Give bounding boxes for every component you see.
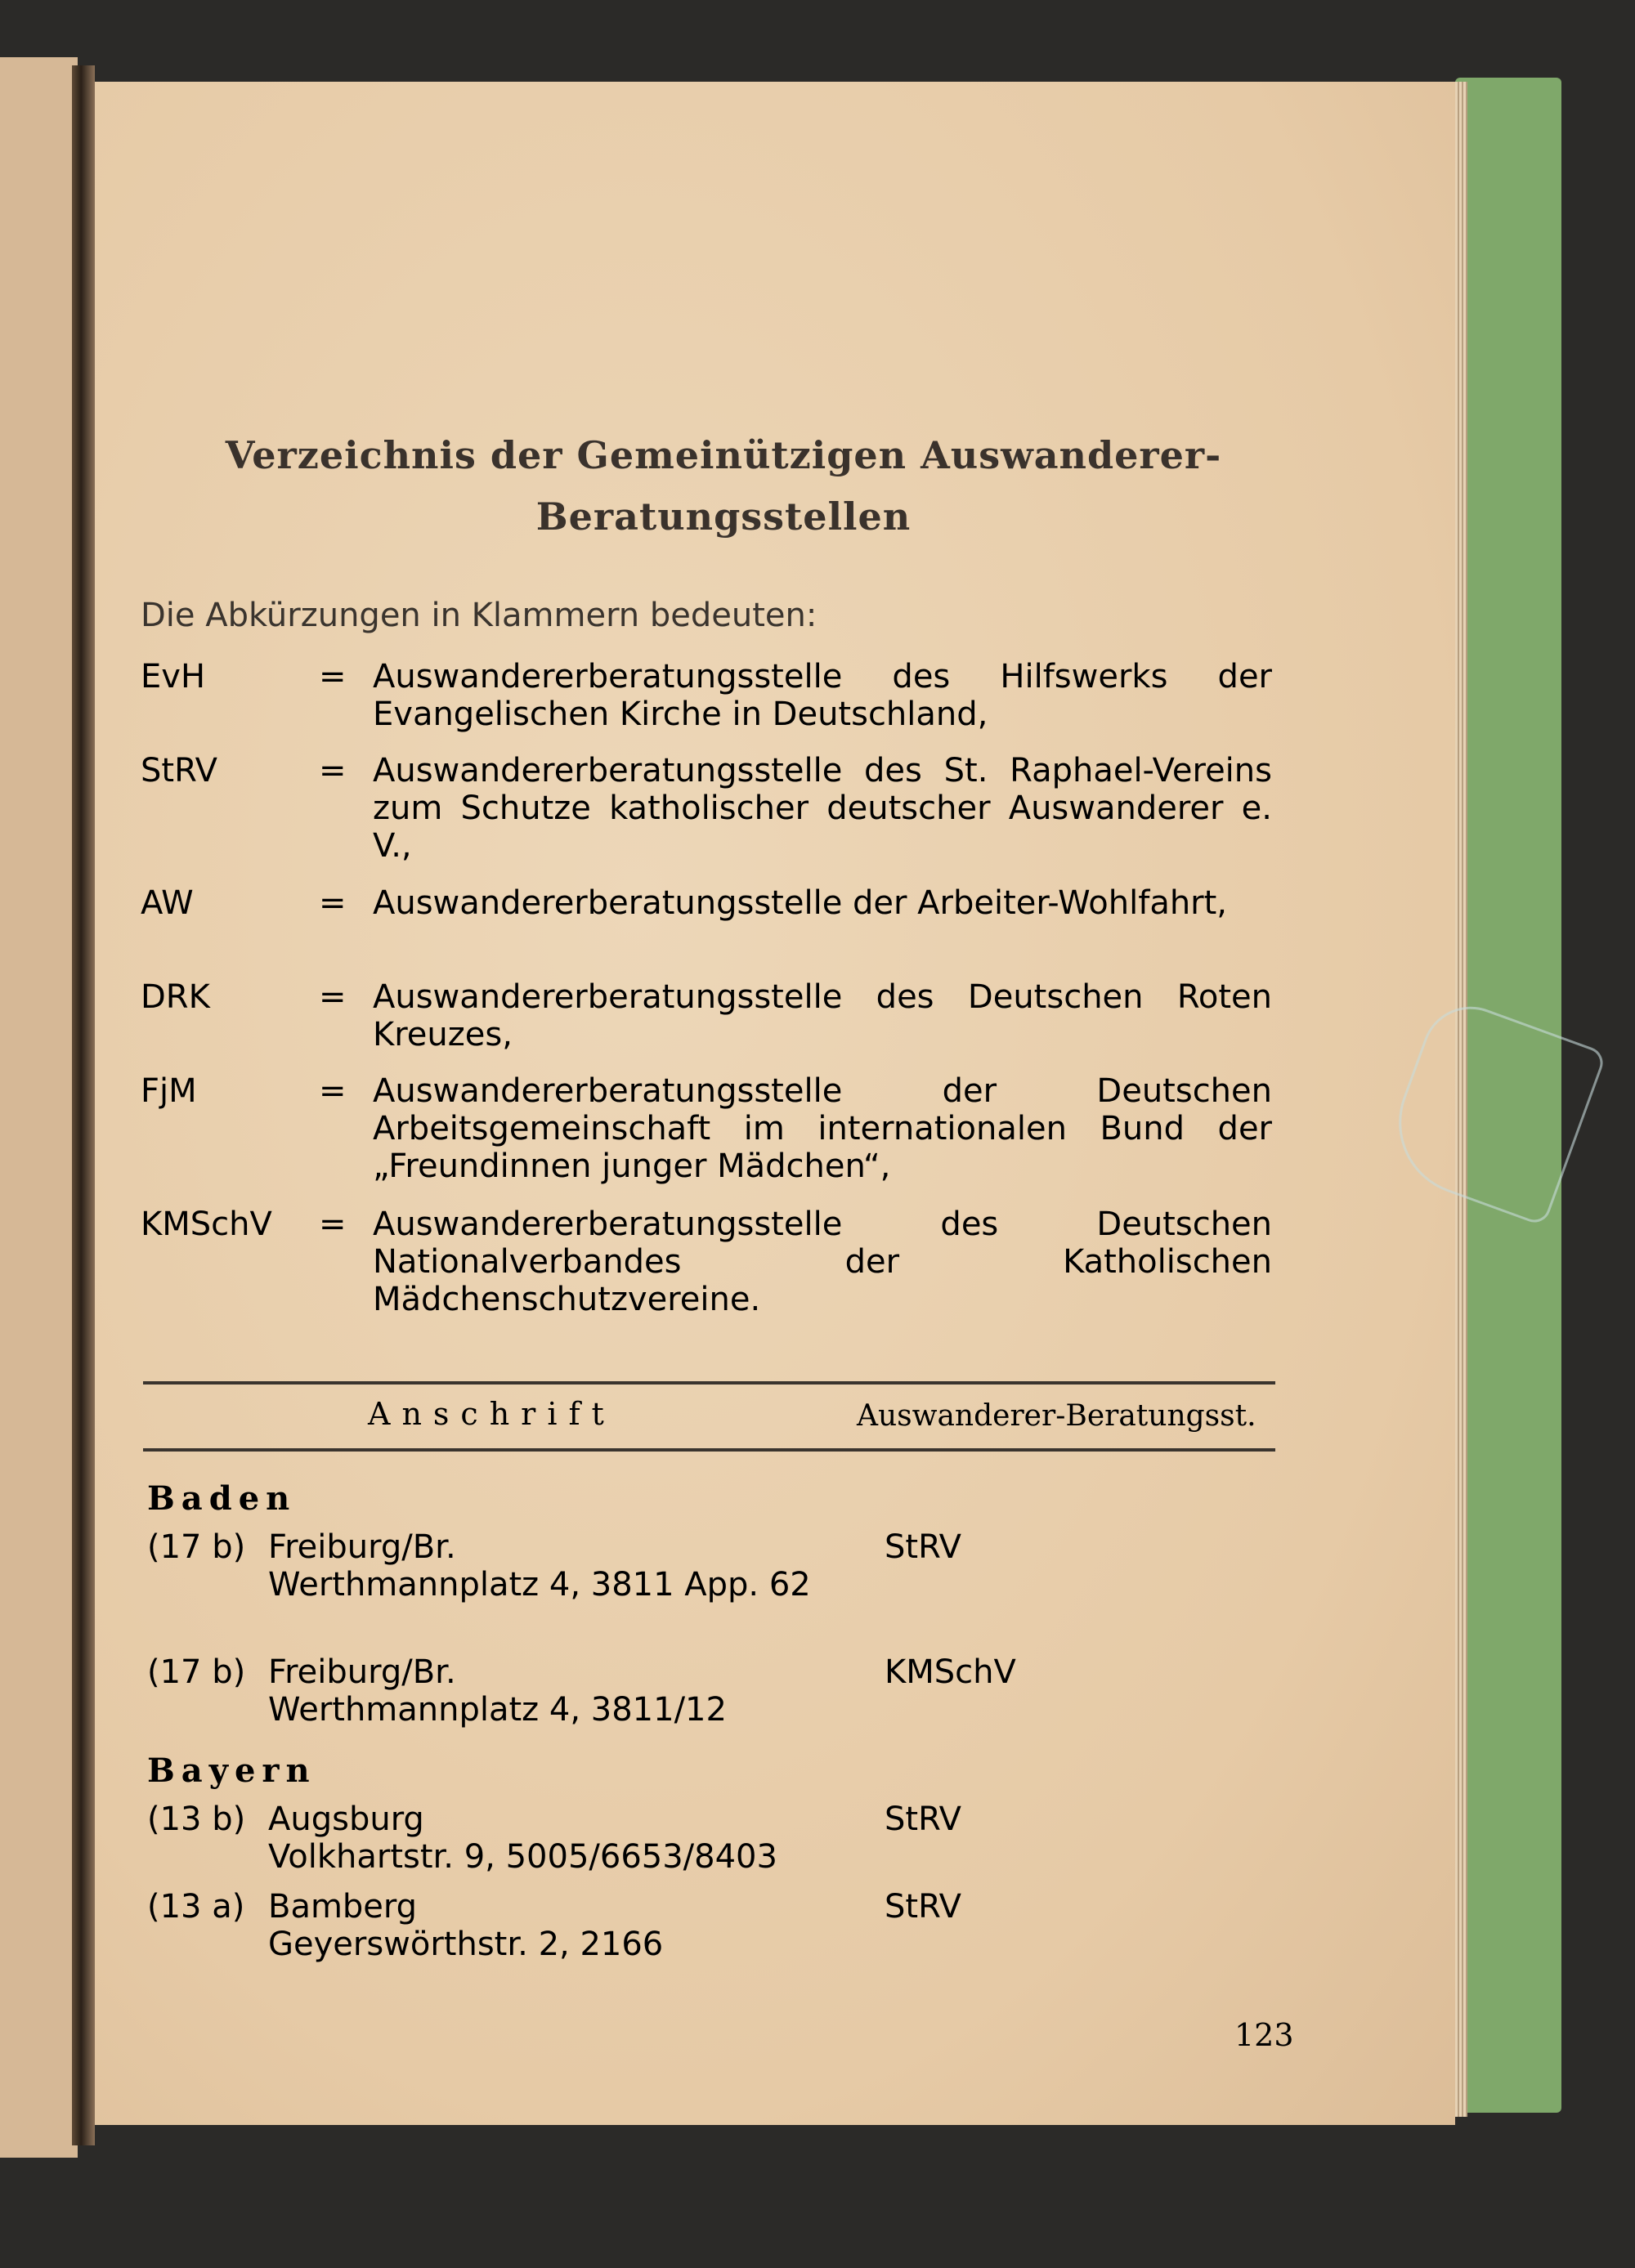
abbreviation-definition: Auswandererberatungsstelle des Deutschen Roten Kreuzes, xyxy=(373,978,1272,1053)
left-page-edge xyxy=(0,57,78,2158)
abbreviation-key: EvH xyxy=(141,658,206,696)
page-title-line1: Verzeichnis der Gemeinützigen Auswanderer- xyxy=(225,433,1222,477)
city: Freiburg/Br. xyxy=(268,1528,456,1566)
abbreviation-key: KMSchV xyxy=(141,1206,272,1243)
postal-zone-code: (17 b) xyxy=(147,1528,246,1566)
equals-sign: = xyxy=(319,1072,347,1110)
abbreviation-key: AW xyxy=(141,884,194,922)
equals-sign: = xyxy=(319,978,347,1016)
postal-zone-code: (13 a) xyxy=(147,1888,245,1926)
abbreviation-definition: Auswandererberatungsstelle des Deutschen Nationalverbandes der Katholischen Mädchenschutzvereine. xyxy=(373,1206,1272,1318)
column-header-office: Auswanderer-Beratungsst. xyxy=(857,1399,1256,1433)
equals-sign: = xyxy=(319,752,347,790)
abbreviation-definition: Auswandererberatungsstelle des Hilfswerks der Evangelischen Kirche in Deutschland, xyxy=(373,658,1272,733)
office-abbreviation: KMSchV xyxy=(885,1653,1016,1691)
equals-sign: = xyxy=(319,1206,347,1243)
city: Bamberg xyxy=(268,1888,418,1926)
city: Augsburg xyxy=(268,1801,424,1838)
address: Werthmannplatz 4, 3811/12 xyxy=(268,1691,727,1729)
page-number: 123 xyxy=(1234,2017,1294,2053)
state-heading: Baden xyxy=(147,1479,297,1518)
abbreviation-key: FjM xyxy=(141,1072,197,1110)
column-header-address: Anschrift xyxy=(368,1396,616,1432)
list-item xyxy=(147,1528,1275,1659)
city: Freiburg/Br. xyxy=(268,1653,456,1691)
office-abbreviation: StRV xyxy=(885,1528,962,1566)
abbreviation-definition: Auswandererberatungsstelle der Arbeiter-Wohlfahrt, xyxy=(373,884,1228,922)
table-rule-bottom xyxy=(143,1448,1275,1452)
address: Werthmannplatz 4, 3811 App. 62 xyxy=(268,1566,811,1604)
equals-sign: = xyxy=(319,658,347,696)
abbreviations-intro: Die Abkürzungen in Klammern bedeuten: xyxy=(141,597,818,634)
office-abbreviation: StRV xyxy=(885,1888,962,1926)
book-spine xyxy=(72,65,95,2145)
postal-zone-code: (17 b) xyxy=(147,1653,246,1691)
address: Volkhartstr. 9, 5005/6653/8403 xyxy=(268,1838,777,1876)
abbreviation-definition: Auswandererberatungsstelle der Deutschen Arbeitsgemeinschaft im internationalen Bund der „Freundinnen junger Mädchen“, xyxy=(373,1072,1272,1185)
abbreviation-entry xyxy=(141,1206,1285,1369)
state-heading: Bayern xyxy=(147,1751,316,1790)
postal-zone-code: (13 b) xyxy=(147,1801,246,1838)
abbreviation-key: DRK xyxy=(141,978,210,1016)
abbreviation-key: StRV xyxy=(141,752,218,790)
equals-sign: = xyxy=(319,884,347,922)
list-item xyxy=(147,1888,1275,2019)
office-abbreviation: StRV xyxy=(885,1801,962,1838)
table-rule-top xyxy=(143,1381,1275,1385)
list-item xyxy=(147,1653,1275,1784)
address: Geyerswörthstr. 2, 2166 xyxy=(268,1926,664,1963)
page-title-line2: Beratungsstellen xyxy=(535,494,912,539)
abbreviation-definition: Auswandererberatungsstelle des St. Raphael-Vereins zum Schutze katholischer deutscher Auswanderer e. V., xyxy=(373,752,1272,865)
